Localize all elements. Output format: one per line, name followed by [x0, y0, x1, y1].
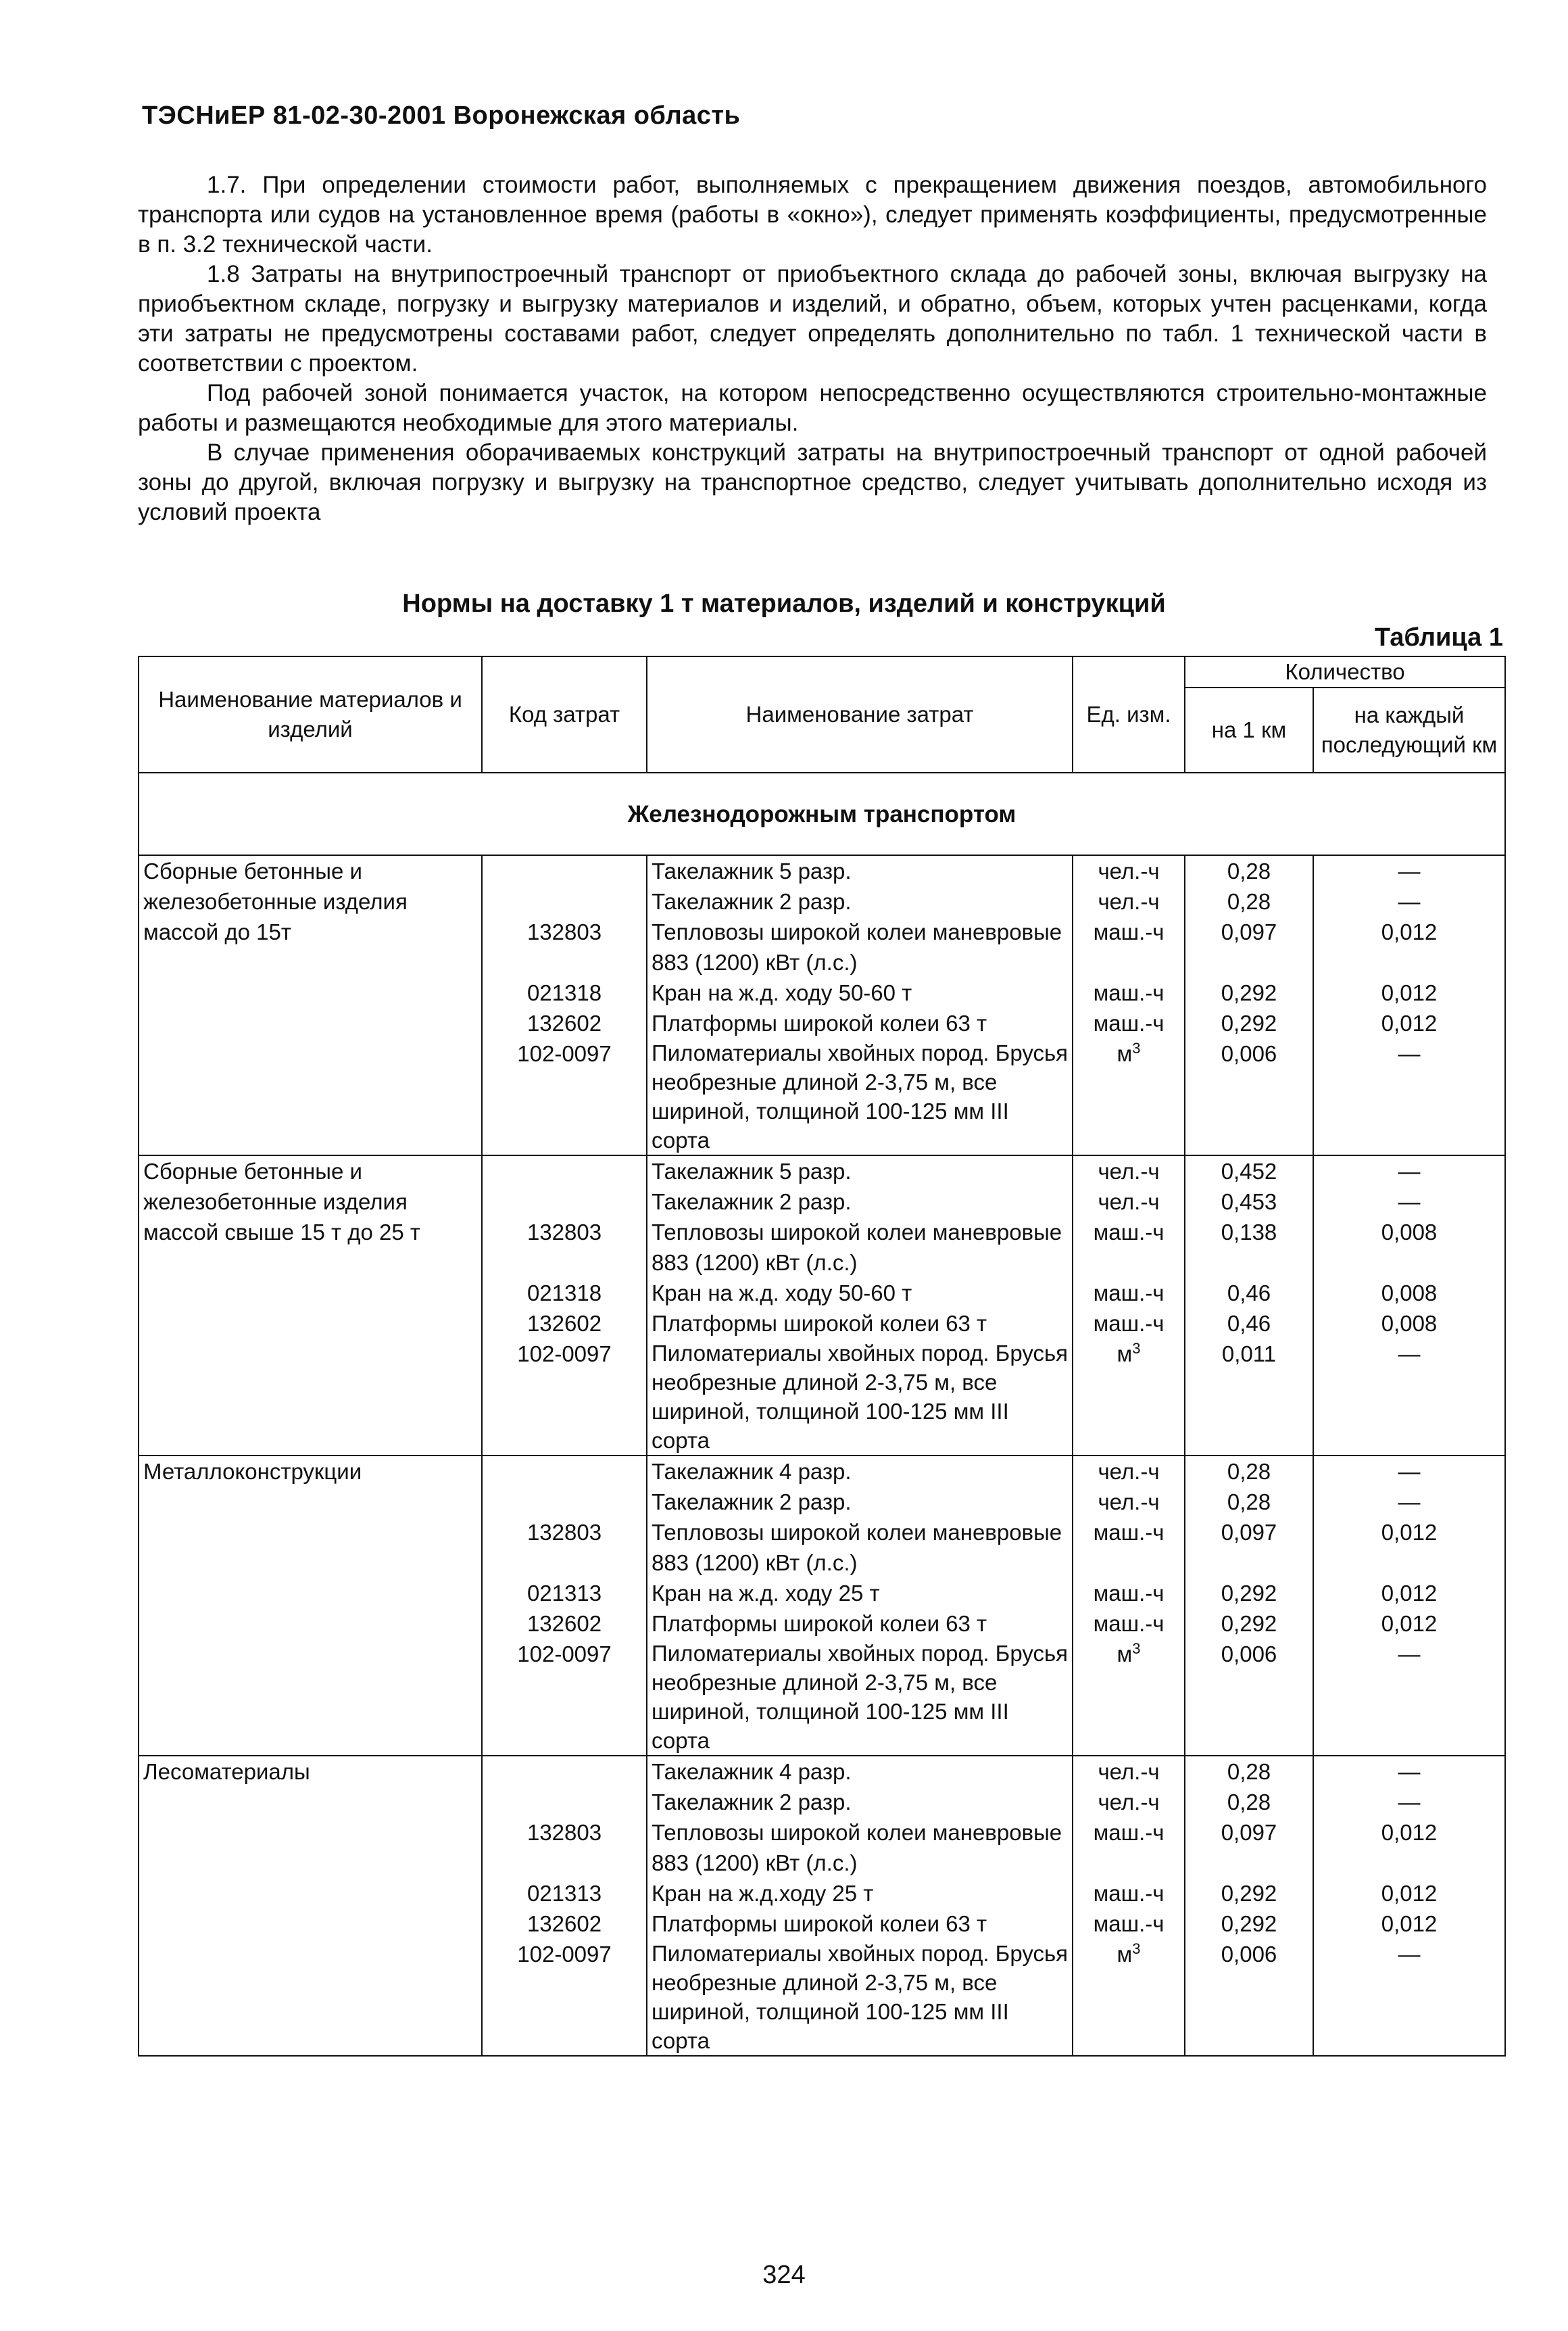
quantity-per-next-km: 0,012 [1381, 919, 1438, 944]
cost-name: Такелажник 2 разр. [652, 889, 852, 914]
unit-text: чел.-ч [1098, 1489, 1160, 1514]
quantity-per-first-km: 0,097 [1221, 1820, 1277, 1845]
unit [1077, 1308, 1180, 1339]
quantity-per-next-km: — [1398, 1159, 1421, 1184]
delivery-norms-table [138, 656, 1506, 2057]
unit [1077, 1217, 1180, 1278]
cost-name: Такелажник 4 разр. [652, 1759, 852, 1784]
unit-superscript: 3 [1132, 1940, 1141, 1957]
cost-code: 132602 [526, 1611, 602, 1636]
cost-name-cell [647, 855, 1073, 1155]
material-group-row [139, 855, 1505, 1155]
unit [1077, 1156, 1180, 1186]
header-unit: Ед. изм. [1073, 656, 1185, 773]
quantity-per-next-km: — [1398, 1489, 1421, 1514]
cost-name: Кран на ж.д. ходу 50-60 т [652, 980, 912, 1005]
unit [1077, 1487, 1180, 1517]
quantity-per-first-km: 0,28 [1227, 859, 1271, 884]
cost-code: 132803 [526, 1820, 602, 1845]
quantity-per-next-km: 0,012 [1381, 980, 1438, 1005]
unit [1077, 1608, 1180, 1639]
per-next-km-cell [1313, 1756, 1505, 2056]
unit [1077, 1817, 1180, 1878]
per-next-km-cell [1313, 1155, 1505, 1456]
cost-code-cell [482, 855, 647, 1155]
unit-cell [1073, 1756, 1185, 2056]
unit-text: чел.-ч [1098, 1789, 1160, 1815]
cost-code: 102-0097 [517, 1641, 612, 1666]
quantity-per-next-km: 0,012 [1381, 1820, 1438, 1845]
quantity-per-next-km: — [1398, 1759, 1421, 1784]
header-code: Код затрат [482, 656, 647, 773]
running-title: ТЭСНиЕР 81-02-30-2001 Воронежская область [142, 101, 741, 130]
page-number: 324 [762, 2261, 806, 2289]
unit [1077, 1639, 1180, 1669]
cost-code: 132803 [526, 1520, 602, 1545]
cost-name: Кран на ж.д.ходу 25 т [652, 1881, 874, 1906]
quantity-per-next-km: — [1398, 1942, 1421, 1967]
quantity-per-first-km: 0,28 [1227, 1789, 1271, 1815]
cost-name: Пиломатериалы хвойных пород. Брусья необрезные длиной 2-3,75 м, все шириной, толщиной 100-125 мм III сорта [652, 1341, 1069, 1453]
quantity-per-first-km: 0,292 [1221, 1881, 1277, 1906]
quantity-per-first-km: 0,292 [1221, 1611, 1277, 1636]
material-group-row [139, 1456, 1505, 1756]
material-name: Металлоконструкции [139, 1456, 482, 1756]
cost-code: 132602 [526, 1911, 602, 1936]
unit-text: м [1117, 1341, 1133, 1366]
unit [1077, 1878, 1180, 1908]
quantity-per-next-km: 0,012 [1381, 1911, 1438, 1936]
unit [1077, 1278, 1180, 1308]
cost-name: Платформы широкой колеи 63 т [652, 1311, 987, 1336]
unit [1077, 1517, 1180, 1578]
unit-text: маш.-ч [1093, 1520, 1165, 1545]
cost-name: Пиломатериалы хвойных пород. Брусья необрезные длиной 2-3,75 м, все шириной, толщиной 100-125 мм III сорта [652, 1040, 1069, 1153]
cost-code: 021318 [526, 1280, 602, 1305]
unit-text: маш.-ч [1093, 1820, 1165, 1845]
quantity-per-next-km: — [1398, 1641, 1421, 1666]
unit-text: маш.-ч [1093, 1311, 1165, 1336]
quantity-per-first-km: 0,292 [1221, 1911, 1277, 1936]
intro-text [138, 170, 1487, 527]
unit-text: чел.-ч [1098, 889, 1160, 914]
unit [1077, 1908, 1180, 1939]
unit [1077, 886, 1180, 917]
cost-name-cell [647, 1456, 1073, 1756]
quantity-per-next-km: 0,012 [1381, 1581, 1438, 1606]
unit-text: маш.-ч [1093, 1611, 1165, 1636]
section-row [139, 773, 1505, 855]
material-name: Сборные бетонные и железобетонные изделия массой свыше 15 т до 25 т [139, 1155, 482, 1456]
quantity-per-first-km: 0,292 [1221, 1011, 1277, 1036]
unit-text: чел.-ч [1098, 1189, 1160, 1214]
quantity-per-first-km: 0,292 [1221, 1581, 1277, 1606]
cost-code: 132602 [526, 1011, 602, 1036]
cost-code [487, 1456, 642, 1487]
quantity-per-next-km: — [1398, 1341, 1421, 1366]
quantity-per-next-km: 0,012 [1381, 1011, 1438, 1036]
unit-text: маш.-ч [1093, 980, 1165, 1005]
table-number: Таблица 1 [1374, 623, 1503, 652]
cost-name: Такелажник 5 разр. [652, 1159, 852, 1184]
per-first-km-cell [1185, 855, 1313, 1155]
quantity-per-first-km: 0,006 [1221, 1942, 1277, 1967]
cost-code: 021313 [526, 1581, 602, 1606]
quantity-per-next-km: 0,012 [1381, 1520, 1438, 1545]
quantity-per-next-km: — [1398, 1789, 1421, 1815]
header-per-next-km: на каждый последующий км [1313, 688, 1505, 773]
header-quantity: Количество [1185, 656, 1505, 688]
quantity-per-next-km: — [1398, 889, 1421, 914]
quantity-per-first-km: 0,46 [1227, 1280, 1271, 1305]
cost-name: Пиломатериалы хвойных пород. Брусья необрезные длиной 2-3,75 м, все шириной, толщиной 100-125 мм III сорта [652, 1641, 1069, 1753]
header-material: Наименование материалов и изделий [139, 656, 482, 773]
unit-text: чел.-ч [1098, 1159, 1160, 1184]
header-per-first-km: на 1 км [1185, 688, 1313, 773]
unit-text: чел.-ч [1098, 859, 1160, 884]
cost-code: 102-0097 [517, 1041, 612, 1066]
quantity-per-first-km: 0,453 [1221, 1189, 1277, 1214]
cost-code: 102-0097 [517, 1341, 612, 1366]
material-name: Сборные бетонные и железобетонные изделия массой до 15т [139, 855, 482, 1155]
quantity-per-first-km: 0,138 [1221, 1220, 1277, 1245]
quantity-per-first-km: 0,452 [1221, 1159, 1277, 1184]
paragraph-1-7: 1.7. При определении стоимости работ, выполняемых с прекращением движения поездов, автомобильного транспорта или судов на установленное время (работы в «окно»), следует применять коэффициенты, предусмотренные в п. 3.2 технической части. [138, 172, 1487, 258]
section-title: Железнодорожным транспортом [139, 773, 1505, 855]
unit-cell [1073, 1456, 1185, 1756]
cost-code [487, 1186, 642, 1217]
cost-name: Такелажник 2 разр. [652, 1189, 852, 1214]
per-next-km-cell [1313, 855, 1505, 1155]
cost-name: Тепловозы широкой колеи маневровые 883 (1200) кВт (л.с.) [652, 1220, 1062, 1275]
unit-text: маш.-ч [1093, 919, 1165, 944]
paragraph-1-8: 1.8 Затраты на внутрипостроечный транспорт от приобъектного склада до рабочей зоны, включая выгрузку на приобъектном складе, погрузку и выгрузку материалов и изделий, и обратно, объем, которых учтен расценками, когда эти затраты не предусмотрены составами работ, следует определять дополнительно по табл. 1 технической части в соответствии с проектом. [138, 261, 1487, 377]
quantity-per-first-km: 0,011 [1221, 1341, 1277, 1366]
cost-name: Платформы широкой колеи 63 т [652, 1011, 987, 1036]
unit-text: м [1117, 1641, 1133, 1666]
unit-text: м [1117, 1041, 1133, 1066]
per-first-km-cell [1185, 1456, 1313, 1756]
cost-code: 132602 [526, 1311, 602, 1336]
cost-code [487, 1787, 642, 1817]
cost-code: 021318 [526, 980, 602, 1005]
cost-name: Такелажник 2 разр. [652, 1789, 852, 1815]
quantity-per-next-km: 0,008 [1381, 1220, 1438, 1245]
paragraph-reusable-structures: В случае применения оборачиваемых конструкций затраты на внутрипостроечный транспорт от одной рабочей зоны до другой, включая погрузку и выгрузку на транспортное средство, следует учитывать дополнительно исходя из условий проекта [138, 439, 1487, 525]
per-first-km-cell [1185, 1155, 1313, 1456]
quantity-per-next-km: 0,008 [1381, 1280, 1438, 1305]
paragraph-work-zone: Под рабочей зоной понимается участок, на котором непосредственно осуществляются строительно-монтажные работы и размещаются необходимые для этого материалы. [138, 380, 1487, 436]
cost-code-cell [482, 1456, 647, 1756]
material-name: Лесоматериалы [139, 1756, 482, 2056]
cost-name: Тепловозы широкой колеи маневровые 883 (1200) кВт (л.с.) [652, 919, 1062, 975]
unit [1077, 1456, 1180, 1487]
per-next-km-cell [1313, 1456, 1505, 1756]
quantity-per-next-km: 0,012 [1381, 1881, 1438, 1906]
unit-text: маш.-ч [1093, 1881, 1165, 1906]
unit [1077, 917, 1180, 978]
quantity-per-first-km: 0,28 [1227, 1489, 1271, 1514]
cost-name-cell [647, 1155, 1073, 1456]
per-first-km-cell [1185, 1756, 1313, 2056]
quantity-per-next-km: — [1398, 1041, 1421, 1066]
cost-code: 021313 [526, 1881, 602, 1906]
quantity-per-next-km: 0,008 [1381, 1311, 1438, 1336]
unit [1077, 1939, 1180, 1969]
cost-name-cell [647, 1756, 1073, 2056]
quantity-per-first-km: 0,28 [1227, 889, 1271, 914]
unit [1077, 1578, 1180, 1608]
cost-code [487, 886, 642, 917]
unit-cell [1073, 1155, 1185, 1456]
cost-name: Тепловозы широкой колеи маневровые 883 (1200) кВт (л.с.) [652, 1520, 1062, 1575]
unit-text: маш.-ч [1093, 1581, 1165, 1606]
unit-text: чел.-ч [1098, 1759, 1160, 1784]
quantity-per-next-km: — [1398, 859, 1421, 884]
cost-name: Тепловозы широкой колеи маневровые 883 (1200) кВт (л.с.) [652, 1820, 1062, 1875]
quantity-per-first-km: 0,097 [1221, 919, 1277, 944]
quantity-per-next-km: — [1398, 1459, 1421, 1484]
cost-name: Кран на ж.д. ходу 50-60 т [652, 1280, 912, 1305]
table-title: Нормы на доставку 1 т материалов, изделий и конструкций [402, 590, 1166, 618]
cost-name: Пиломатериалы хвойных пород. Брусья необрезные длиной 2-3,75 м, все шириной, толщиной 100-125 мм III сорта [652, 1941, 1069, 2053]
cost-name: Такелажник 4 разр. [652, 1459, 852, 1484]
quantity-per-first-km: 0,46 [1227, 1311, 1271, 1336]
unit-superscript: 3 [1132, 1340, 1141, 1357]
cost-name: Платформы широкой колеи 63 т [652, 1911, 987, 1936]
cost-code [487, 1487, 642, 1517]
cost-name: Такелажник 5 разр. [652, 859, 852, 884]
cost-code: 102-0097 [517, 1942, 612, 1967]
cost-code-cell [482, 1155, 647, 1456]
table-header-row [139, 656, 1505, 688]
quantity-per-next-km: — [1398, 1189, 1421, 1214]
unit-text: м [1117, 1942, 1133, 1967]
cost-code [487, 1756, 642, 1787]
cost-code [487, 1156, 642, 1186]
unit [1077, 1756, 1180, 1787]
unit [1077, 856, 1180, 886]
unit-cell [1073, 855, 1185, 1155]
unit [1077, 978, 1180, 1008]
cost-name: Платформы широкой колеи 63 т [652, 1611, 987, 1636]
quantity-per-first-km: 0,28 [1227, 1759, 1271, 1784]
cost-code-cell [482, 1756, 647, 2056]
unit [1077, 1008, 1180, 1038]
unit [1077, 1787, 1180, 1817]
unit-text: маш.-ч [1093, 1911, 1165, 1936]
unit-superscript: 3 [1132, 1040, 1141, 1057]
quantity-per-next-km: 0,012 [1381, 1611, 1438, 1636]
material-group-row [139, 1155, 1505, 1456]
unit [1077, 1186, 1180, 1217]
unit [1077, 1339, 1180, 1369]
cost-name: Такелажник 2 разр. [652, 1489, 852, 1514]
unit-superscript: 3 [1132, 1640, 1141, 1657]
material-group-row [139, 1756, 1505, 2056]
quantity-per-first-km: 0,006 [1221, 1041, 1277, 1066]
cost-name: Кран на ж.д. ходу 25 т [652, 1581, 880, 1606]
cost-code: 132803 [526, 1220, 602, 1245]
unit-text: маш.-ч [1093, 1011, 1165, 1036]
unit-text: маш.-ч [1093, 1220, 1165, 1245]
cost-code [487, 856, 642, 886]
quantity-per-first-km: 0,292 [1221, 980, 1277, 1005]
unit-text: маш.-ч [1093, 1280, 1165, 1305]
header-cost: Наименование затрат [647, 656, 1073, 773]
quantity-per-first-km: 0,097 [1221, 1520, 1277, 1545]
quantity-per-first-km: 0,006 [1221, 1641, 1277, 1666]
quantity-per-first-km: 0,28 [1227, 1459, 1271, 1484]
unit [1077, 1038, 1180, 1069]
cost-code: 132803 [526, 919, 602, 944]
unit-text: чел.-ч [1098, 1459, 1160, 1484]
